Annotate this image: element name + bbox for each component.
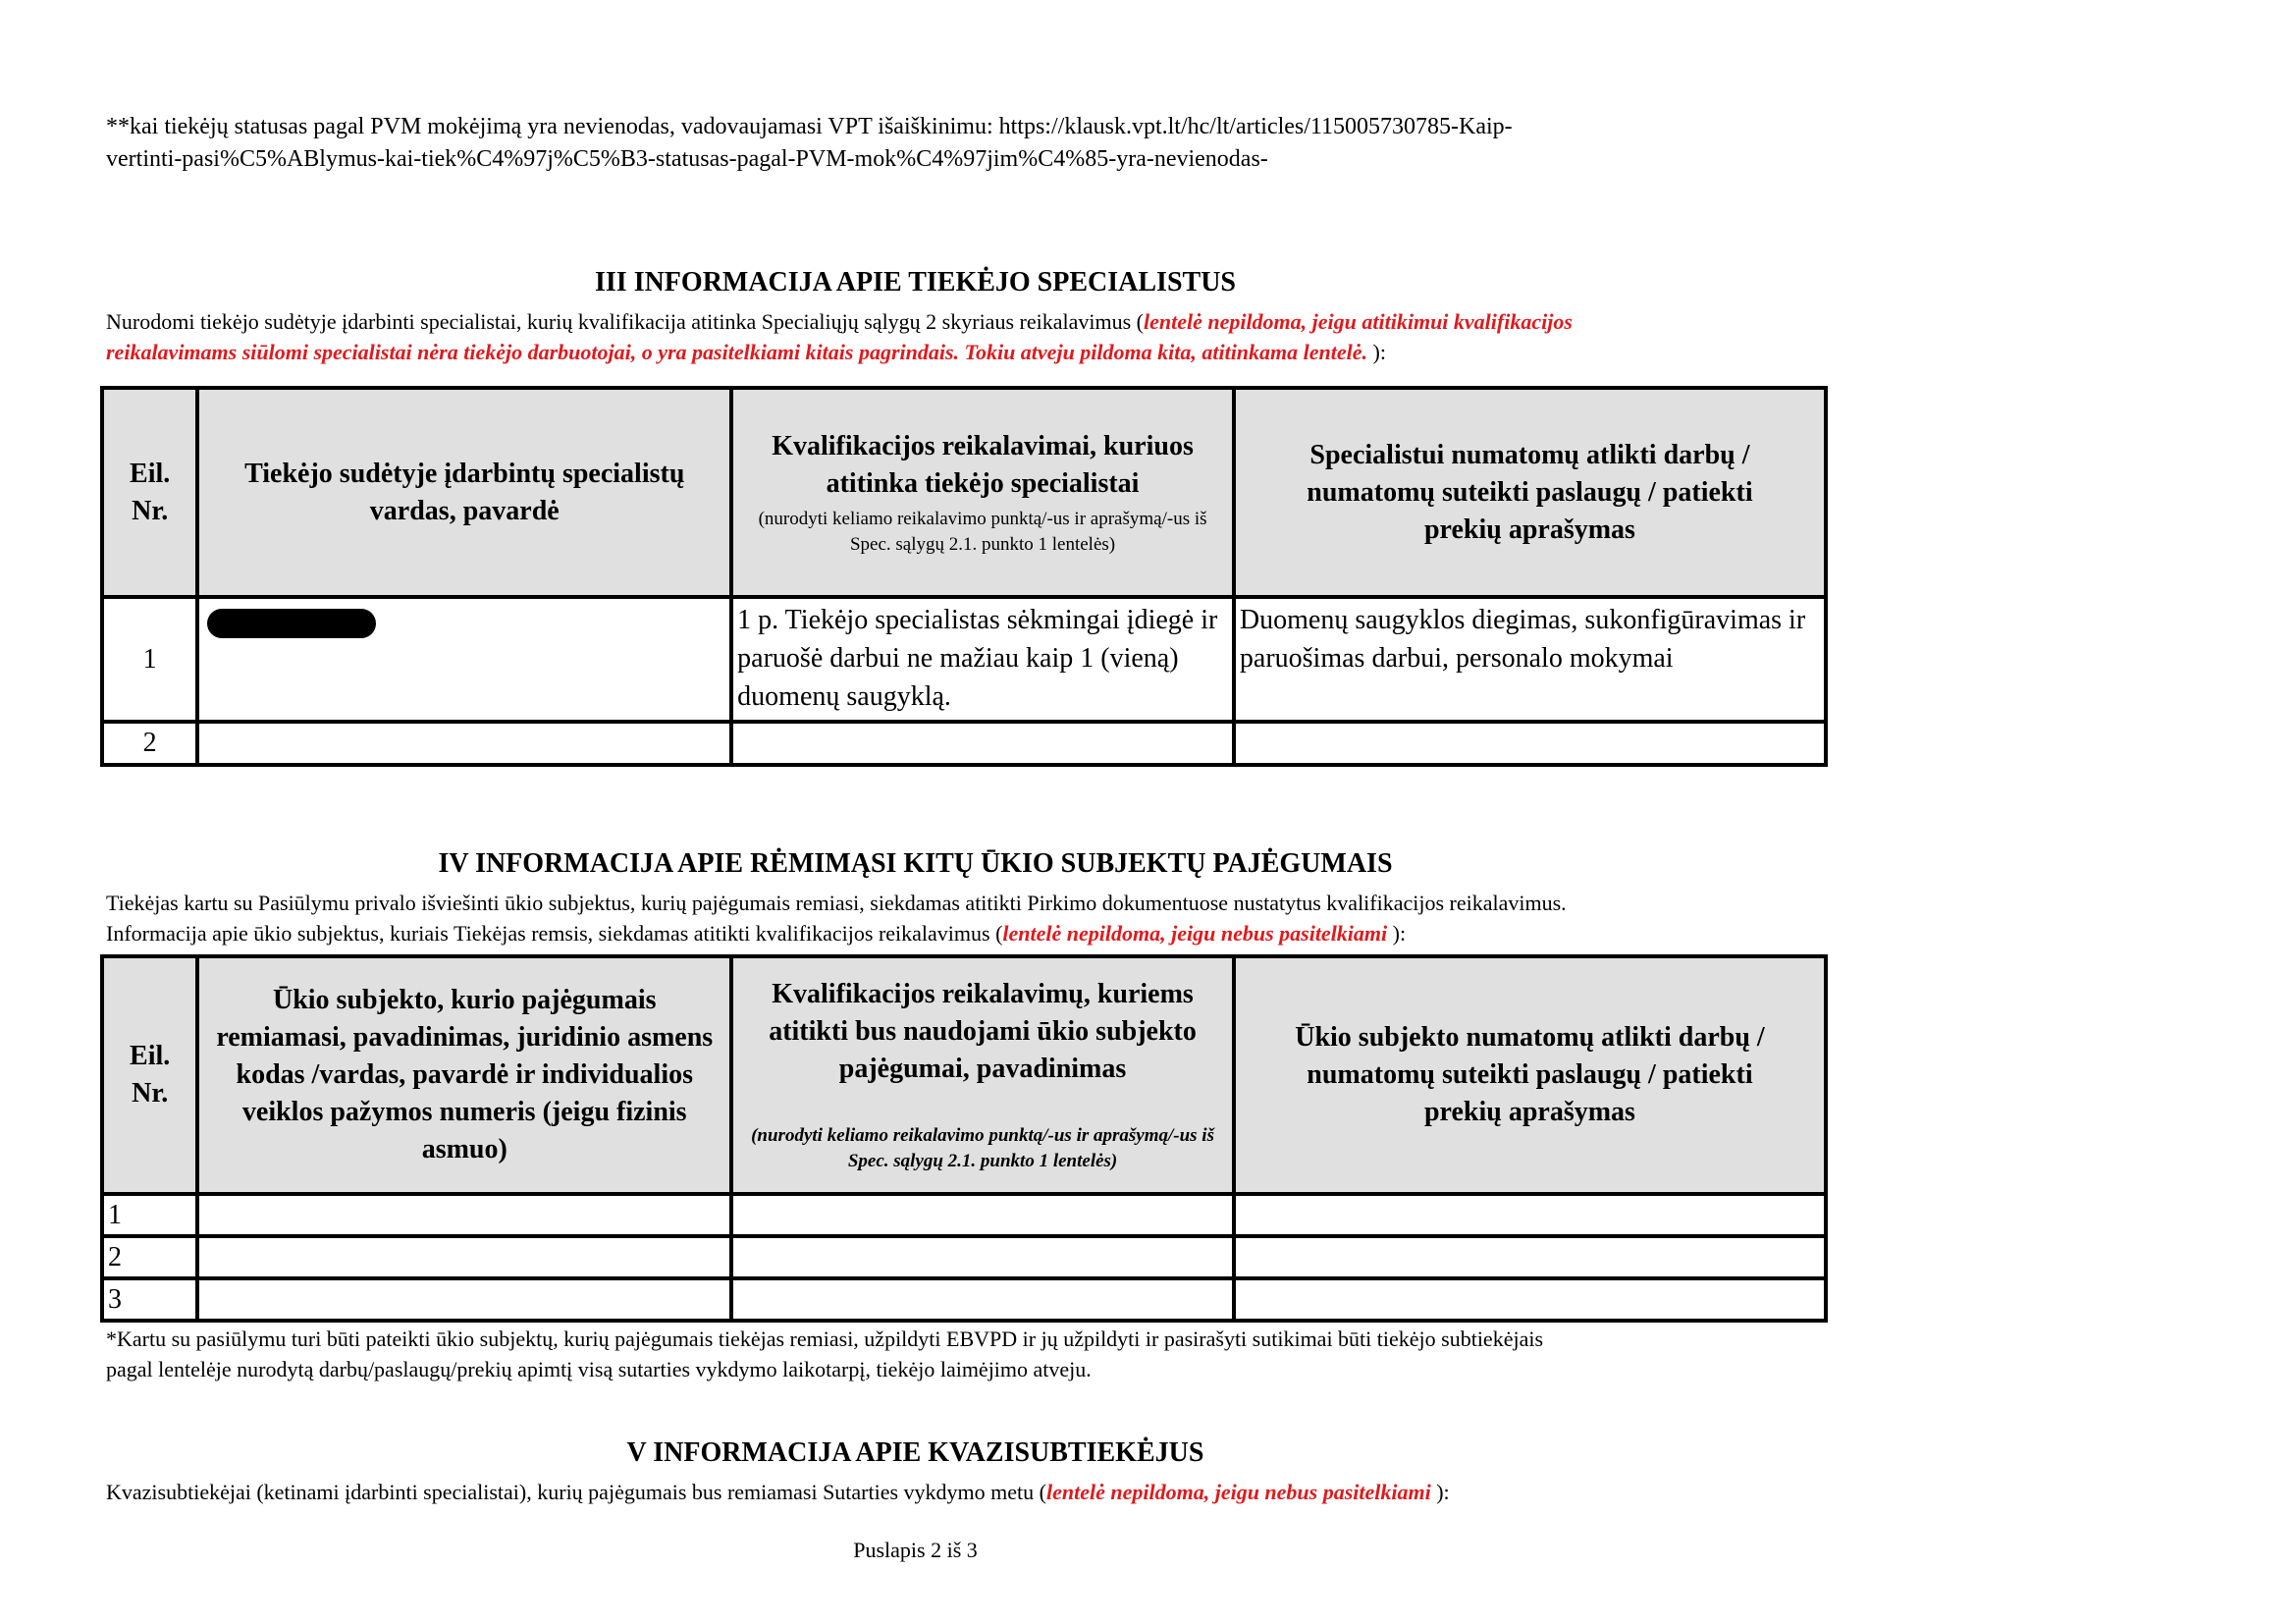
description-cell [1234,1236,1826,1278]
row-number: 1 [102,597,197,722]
section5-intro [106,1477,2216,1507]
top-note-line1: **kai tiekėjų statusas pagal PVM mokėjimą yra nevienodas, vadovaujamasi VPT išaiškinimu: https://klausk.vpt.lt/hc/lt/articles/115005730785-Kaip- [106,114,1513,139]
header-qualification [731,388,1234,597]
header-qualification-title: Kvalifikacijos reikalavimų, kuriems atitikti bus naudojami ūkio subjekto pajėgumai, pavadinimas [769,979,1197,1084]
section4-title: IV INFORMACIJA APIE RĖMIMĄSI KITŲ ŪKIO SUBJEKTŲ PAJĖGUMAIS [438,848,1393,879]
header-specialist-name: Tiekėjo sudėtyje įdarbintų specialistų vardas, pavardė [197,388,731,597]
header-subject-name: Ūkio subjekto, kurio pajėgumais remiamasi, pavadinimas, juridinio asmens kodas /vardas, pavardė ir individualios veiklos pažymos numeris (jeigu fizinis asmuo) [197,956,731,1194]
header-eil-nr: Eil. Nr. [102,388,197,597]
requirement-cell [731,722,1234,765]
header-qualification-sub: (nurodyti keliamo reikalavimo punktą/-us ir aprašymą/-us iš Spec. sąlygų 2.1. punkto 1 lentelės) [758,508,1207,555]
section3-title: III INFORMACIJA APIE TIEKĖJO SPECIALISTUS [595,267,1236,298]
requirement-cell [731,1278,1234,1321]
subject-cell [197,1194,731,1236]
header-qualification-sub: (nurodyti keliamo reikalavimo punktą/-us ir aprašymą/-us iš Spec. sąlygų 2.1. punkto 1 lentelės) [751,1125,1214,1171]
row-number: 3 [102,1278,197,1321]
description-cell: Duomenų saugyklos diegimas, sukonfigūravimas ir paruošimas darbui, personalo mokymai [1234,597,1826,722]
section3-intro-plain: Nurodomi tiekėjo sudėtyje įdarbinti specialistai, kurių kvalifikacija atitinka Specialiųjų sąlygų 2 skyriaus reikalavimus ( [106,309,1144,334]
redacted-name [207,609,376,638]
subject-cell [197,1236,731,1278]
section4-intro-line2-plain: Informacija apie ūkio subjektus, kuriais Tiekėjas remsis, siekdamas atitikti kvalifikacijos reikalavimus ( [106,921,1003,946]
row-number: 2 [102,1236,197,1278]
section3-intro-end: ): [1367,340,1386,364]
page-number: Puslapis 2 iš 3 [853,1538,978,1562]
header-work-description: Ūkio subjekto numatomų atlikti darbų / numatomų suteikti paslaugų / patiekti prekių aprašymas [1234,956,1826,1194]
section5-intro-end: ): [1430,1480,1450,1504]
section4-intro [106,888,2216,948]
section4-footnote-line2: pagal lentelėje nurodytą darbų/paslaugų/prekių apimtį visą sutarties vykdymo laikotarpį, tiekėjo laimėjimo atveju. [106,1357,1092,1381]
table-row [102,597,1826,722]
section3-intro [106,306,2167,367]
top-note [106,111,2216,176]
subject-cell [197,1278,731,1321]
specialist-name-cell [197,722,731,765]
header-work-description: Specialistui numatomų atlikti darbų / numatomų suteikti paslaugų / patiekti prekių aprašymas [1234,388,1826,597]
header-qualification-title: Kvalifikacijos reikalavimai, kuriuos atitinka tiekėjo specialistai [772,430,1194,499]
section3-intro-red-1: lentelė nepildoma, jeigu atitikimui kvalifikacijos [1143,309,1573,334]
section3-intro-red-2: reikalavimams siūlomi specialistai nėra tiekėjo darbuotojai, o yra pasitelkiami kitais pagrindais. Tokiu atveju pildoma kita, atitinkama lentelė. [106,340,1368,364]
table-header-row [102,956,1826,1194]
section4-intro-line2-end: ): [1387,921,1407,946]
table-row [102,722,1826,765]
row-number: 2 [102,722,197,765]
section4-intro-line1: Tiekėjas kartu su Pasiūlymu privalo išviešinti ūkio subjektus, kurių pajėgumais remiasi, siekdamas atitikti Pirkimo dokumentuose nustatytus kvalifikacijos reikalavimus. [106,891,1567,915]
header-qualification [731,956,1234,1194]
requirement-cell: 1 p. Tiekėjo specialistas sėkmingai įdiegė ir paruošė darbui ne mažiau kaip 1 (vieną) duomenų saugyklą. [731,597,1234,722]
subjects-table [100,954,1828,1323]
table-row [102,1278,1826,1321]
row-number: 1 [102,1194,197,1236]
section4-footnote-line1: *Kartu su pasiūlymu turi būti pateikti ūkio subjektų, kurių pajėgumais tiekėjas remiasi, užpildyti EBVPD ir jų užpildyti ir pasirašyti sutikimai būti tiekėjo subtiekėjais [106,1326,1544,1351]
description-cell [1234,1194,1826,1236]
section4-intro-line2-red: lentelė nepildoma, jeigu nebus pasitelkiami [1002,921,1388,946]
specialist-name-cell [197,597,731,722]
requirement-cell [731,1236,1234,1278]
section4-footnote [106,1324,2216,1384]
section5-intro-plain: Kvazisubtiekėjai (ketinami įdarbinti specialistai), kurių pajėgumais bus remiamasi Sutarties vykdymo metu ( [106,1480,1046,1504]
section5-intro-red: lentelė nepildoma, jeigu nebus pasitelkiami [1046,1480,1431,1504]
top-note-line2: vertinti-pasi%C5%ABlymus-kai-tiek%C4%97j%C5%B3-statusas-pagal-PVM-mok%C4%97jim%C4%85-yra-nevienodas- [106,146,1268,172]
header-eil-nr: Eil. Nr. [102,956,197,1194]
table-header-row [102,388,1826,597]
description-cell [1234,722,1826,765]
table-row [102,1236,1826,1278]
requirement-cell [731,1194,1234,1236]
description-cell [1234,1278,1826,1321]
specialists-table [100,386,1828,767]
table-row [102,1194,1826,1236]
section5-title: V INFORMACIJA APIE KVAZISUBTIEKĖJUS [626,1437,1204,1468]
